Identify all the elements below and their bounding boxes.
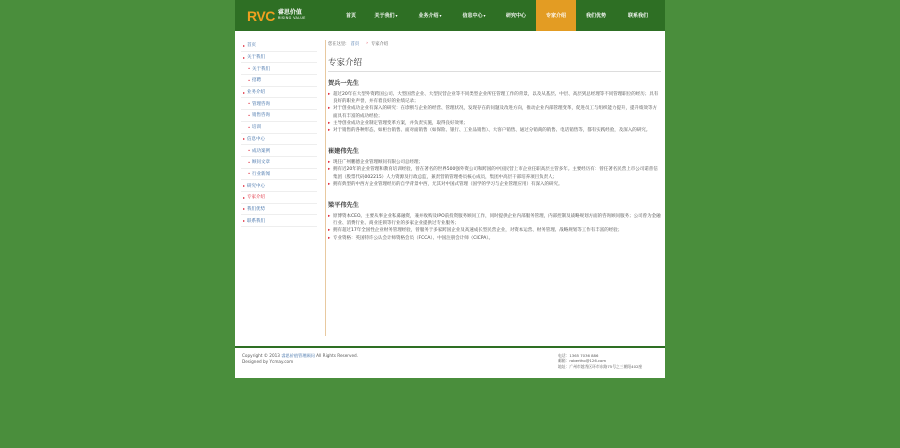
sidebar-item[interactable] xyxy=(241,63,317,75)
sidebar xyxy=(241,40,317,227)
arrow-right-icon: ▸ xyxy=(242,183,245,189)
main-content xyxy=(328,40,661,242)
nav-item-label: 首页 xyxy=(345,13,356,19)
expert-list xyxy=(328,78,661,242)
nav-item[interactable] xyxy=(536,0,576,31)
bullet-icon: ▸ xyxy=(328,106,331,112)
sidebar-item[interactable] xyxy=(241,98,317,110)
sidebar-item-label: 关于我们 xyxy=(252,66,270,72)
logo-text xyxy=(278,10,306,20)
arrow-right-icon: ▸ xyxy=(242,54,245,60)
sidebar-item-label: 信息中心 xyxy=(247,136,265,142)
nav-item-label: 信息中心 xyxy=(462,13,483,19)
expert-name: 贺兵一先生 xyxy=(328,80,359,87)
arrow-right-icon: ▸ xyxy=(242,89,245,95)
expert-point-text: 专业资格：英国特许公认会计师资格会员（FCCA）、中国注册会计师（CICPA）。 xyxy=(333,235,494,241)
sidebar-item[interactable] xyxy=(241,169,317,181)
bullet-icon: • xyxy=(247,112,251,118)
bullet-icon: • xyxy=(247,77,251,83)
bullet-icon: ▸ xyxy=(328,128,331,134)
expert-point-text: 拥有超过17年全国性企业财务管理经验，曾服务于多家跨国企业及高速成长型民营企业，对资本运营、财务管理、战略规划等工作有丰富的经验； xyxy=(333,228,623,234)
company-link[interactable]: 睿思价值管理顾问 xyxy=(281,353,315,358)
sidebar-item-label: 联系我们 xyxy=(247,218,265,224)
sidebar-item-label: 招聘 xyxy=(252,78,261,84)
nav-item[interactable] xyxy=(576,0,616,31)
bullet-icon: • xyxy=(247,124,251,130)
expert-point xyxy=(328,227,661,234)
expert-name: 梁平伟先生 xyxy=(328,202,359,210)
nav-item[interactable] xyxy=(338,0,364,31)
expert-point xyxy=(328,235,661,242)
sidebar-item-label: 销售咨询 xyxy=(252,113,270,119)
bullet-icon: • xyxy=(247,66,251,72)
sidebar-item[interactable] xyxy=(241,157,317,169)
expert-point xyxy=(328,166,661,180)
expert-point xyxy=(328,120,661,127)
contact-phone: 电话：1365 7036 886 xyxy=(558,353,599,358)
sidebar-item[interactable] xyxy=(241,52,317,64)
page xyxy=(235,0,665,378)
expert-point-text: 现任广州鹏德企业管理顾问有限公司总经理； xyxy=(333,160,423,166)
sidebar-item-label: 关于我们 xyxy=(247,55,265,61)
logo-en: RISING VALUE xyxy=(277,15,306,20)
sidebar-item-label: 行业新闻 xyxy=(252,171,270,177)
chevron-down-icon: ▾ xyxy=(395,13,398,18)
bullet-icon: ▸ xyxy=(328,160,331,166)
logo[interactable] xyxy=(235,8,335,24)
bullet-icon: ▸ xyxy=(328,235,331,241)
breadcrumb xyxy=(328,40,661,47)
sidebar-item[interactable] xyxy=(241,145,317,157)
sidebar-item-label: 首页 xyxy=(247,43,256,49)
sidebar-item[interactable] xyxy=(241,40,317,52)
expert-point xyxy=(328,91,661,105)
expert-section xyxy=(328,78,661,134)
sidebar-item[interactable] xyxy=(241,134,317,146)
sidebar-item-label: 研究中心 xyxy=(247,183,265,189)
rights-text: All Rights Reserved. xyxy=(314,353,359,358)
nav-item-label: 专家介绍 xyxy=(545,13,566,19)
nav-item-label: 研究中心 xyxy=(505,13,526,19)
breadcrumb-home-link[interactable]: 首页 xyxy=(350,41,360,47)
breadcrumb-prefix: 您在这里: xyxy=(328,41,347,47)
expert-point-text: 对于销售的各种形态，如柜台销售、面对面销售（如保险、银行、工业品销售）、大客户销售、通过分销商的销售、电话销售等，都有实践经验，及深入的研究。 xyxy=(333,128,651,134)
arrow-right-icon: ▸ xyxy=(242,218,245,224)
sidebar-item-label: 我们优势 xyxy=(247,206,265,212)
arrow-right-icon: ▸ xyxy=(242,136,245,142)
footer-contact xyxy=(558,353,642,369)
nav-item-label: 联系我们 xyxy=(627,13,648,19)
sidebar-item[interactable] xyxy=(241,122,317,134)
nav-item-label: 业务介绍 xyxy=(418,13,439,19)
footer xyxy=(235,346,665,378)
expert-point xyxy=(328,181,661,188)
nav-item[interactable] xyxy=(364,0,408,31)
arrow-right-icon: ▸ xyxy=(242,42,245,48)
bullet-icon: • xyxy=(247,159,251,165)
breadcrumb-current: 专家介绍 xyxy=(370,41,389,47)
sidebar-item[interactable] xyxy=(241,75,317,87)
expert-point-text: 对于创业成功企业有深入的研究：在诊断与企业的经营、管理状况，发现存在的问题及改进方向，推动企业内部管理变革，促进员工与组织能力提升，提升绩效等方面具有丰富的成功经验； xyxy=(333,106,657,119)
chevron-down-icon: ▾ xyxy=(483,13,486,18)
expert-point-text: 拥有近20年的企业管理和教育培训经验，曾在著名的世界500强外资公司和跨国的中国民营上市企业任职高层主管多年。主要经历有：曾任著名民营上市公司诺普信集团（股票代码002215）人力资源及行政总监，兼责营销管理委员核心成员，集团中高层干部培养项目负责人； xyxy=(333,167,658,180)
contact-email: 邮箱：robertho@126.com xyxy=(558,358,607,364)
sidebar-item-label: 专家介绍 xyxy=(247,195,265,201)
expert-point xyxy=(328,159,661,166)
bullet-icon: • xyxy=(247,101,251,107)
expert-point xyxy=(328,127,661,134)
page-title: 专家介绍 xyxy=(328,56,661,72)
arrow-right-icon: ▸ xyxy=(242,206,245,212)
bullet-icon: ▸ xyxy=(328,214,331,220)
sidebar-item-label: 业务介绍 xyxy=(247,90,265,96)
expert-point xyxy=(328,105,661,119)
main-nav xyxy=(338,0,660,31)
bullet-icon: • xyxy=(247,171,251,177)
nav-item[interactable] xyxy=(452,0,496,31)
bullet-icon: ▸ xyxy=(328,120,331,126)
expert-point-text: 主导创业成功企业制定管理变革方案，并负责实施，取得良好效果； xyxy=(333,120,468,126)
bullet-icon: ▸ xyxy=(328,167,331,173)
expert-section xyxy=(328,200,661,242)
bullet-icon: ▸ xyxy=(328,92,331,97)
expert-name: 崔建伟先生 xyxy=(328,148,359,156)
chevron-down-icon: ▾ xyxy=(439,13,442,18)
nav-item[interactable] xyxy=(616,0,660,31)
expert-point-text: 拥有典型的中西方企业管理经历的自学背景中西，尤其对中国式管理（国学的学习与企业管理应用）有深入的研究。 xyxy=(333,181,563,187)
nav-item[interactable] xyxy=(408,0,452,31)
sidebar-item[interactable] xyxy=(241,87,317,99)
copyright-text: Copyright © 2013 xyxy=(242,353,280,358)
sidebar-item-label: 培训 xyxy=(252,125,261,131)
nav-item-label: 我们优势 xyxy=(585,13,606,19)
sidebar-item[interactable] xyxy=(241,204,317,216)
sidebar-divider xyxy=(325,40,326,336)
contact-address: 地址：广州市越秀区环市东路75号之三朝阳402座 xyxy=(558,363,643,369)
breadcrumb-separator-icon: › xyxy=(366,41,368,46)
sidebar-item[interactable] xyxy=(241,180,317,192)
bullet-icon: ▸ xyxy=(328,228,331,234)
bullet-icon: ▸ xyxy=(328,181,331,187)
sidebar-item-label: 成功案例 xyxy=(252,148,270,154)
expert-point-text: 原博资本CEO。主要从事企业私募融资，兼并收购及IPO前投资服务顾问工作，同时提供企业内部服务管理，内部控制及战略规划方面的咨询顾问服务；公司曾为金融行业、消费行业、商业连锁等行业的多家企业提供过专业服务； xyxy=(333,214,661,227)
sidebar-item[interactable] xyxy=(241,192,317,204)
designed-by: Designed by Ycmay.com xyxy=(242,359,294,364)
expert-section xyxy=(328,146,661,188)
footer-copyright xyxy=(242,353,358,365)
sidebar-item-label: 顾问文章 xyxy=(252,160,270,166)
sidebar-item[interactable] xyxy=(241,110,317,122)
arrow-right-icon: ▸ xyxy=(242,194,245,200)
sidebar-item-label: 管理咨询 xyxy=(252,101,270,107)
logo-cn: 睿思价值 xyxy=(277,9,302,17)
bullet-icon: • xyxy=(247,148,251,154)
sidebar-item[interactable] xyxy=(241,215,317,227)
header xyxy=(235,0,665,31)
nav-item-label: 关于我们 xyxy=(374,13,395,19)
expert-point xyxy=(328,213,661,227)
nav-item[interactable] xyxy=(496,0,536,31)
expert-point-text: 超过20年在大型外资跨国公司、大型国营企业、大型民营企业等不同类型企业所任管理工作的背景，以及从基层、中层、高层到总经理等不同管理职位的经历；具有良好的职业声誉，并有着良好的业绩记录； xyxy=(333,92,659,105)
logo-mark: RVC xyxy=(247,7,275,24)
